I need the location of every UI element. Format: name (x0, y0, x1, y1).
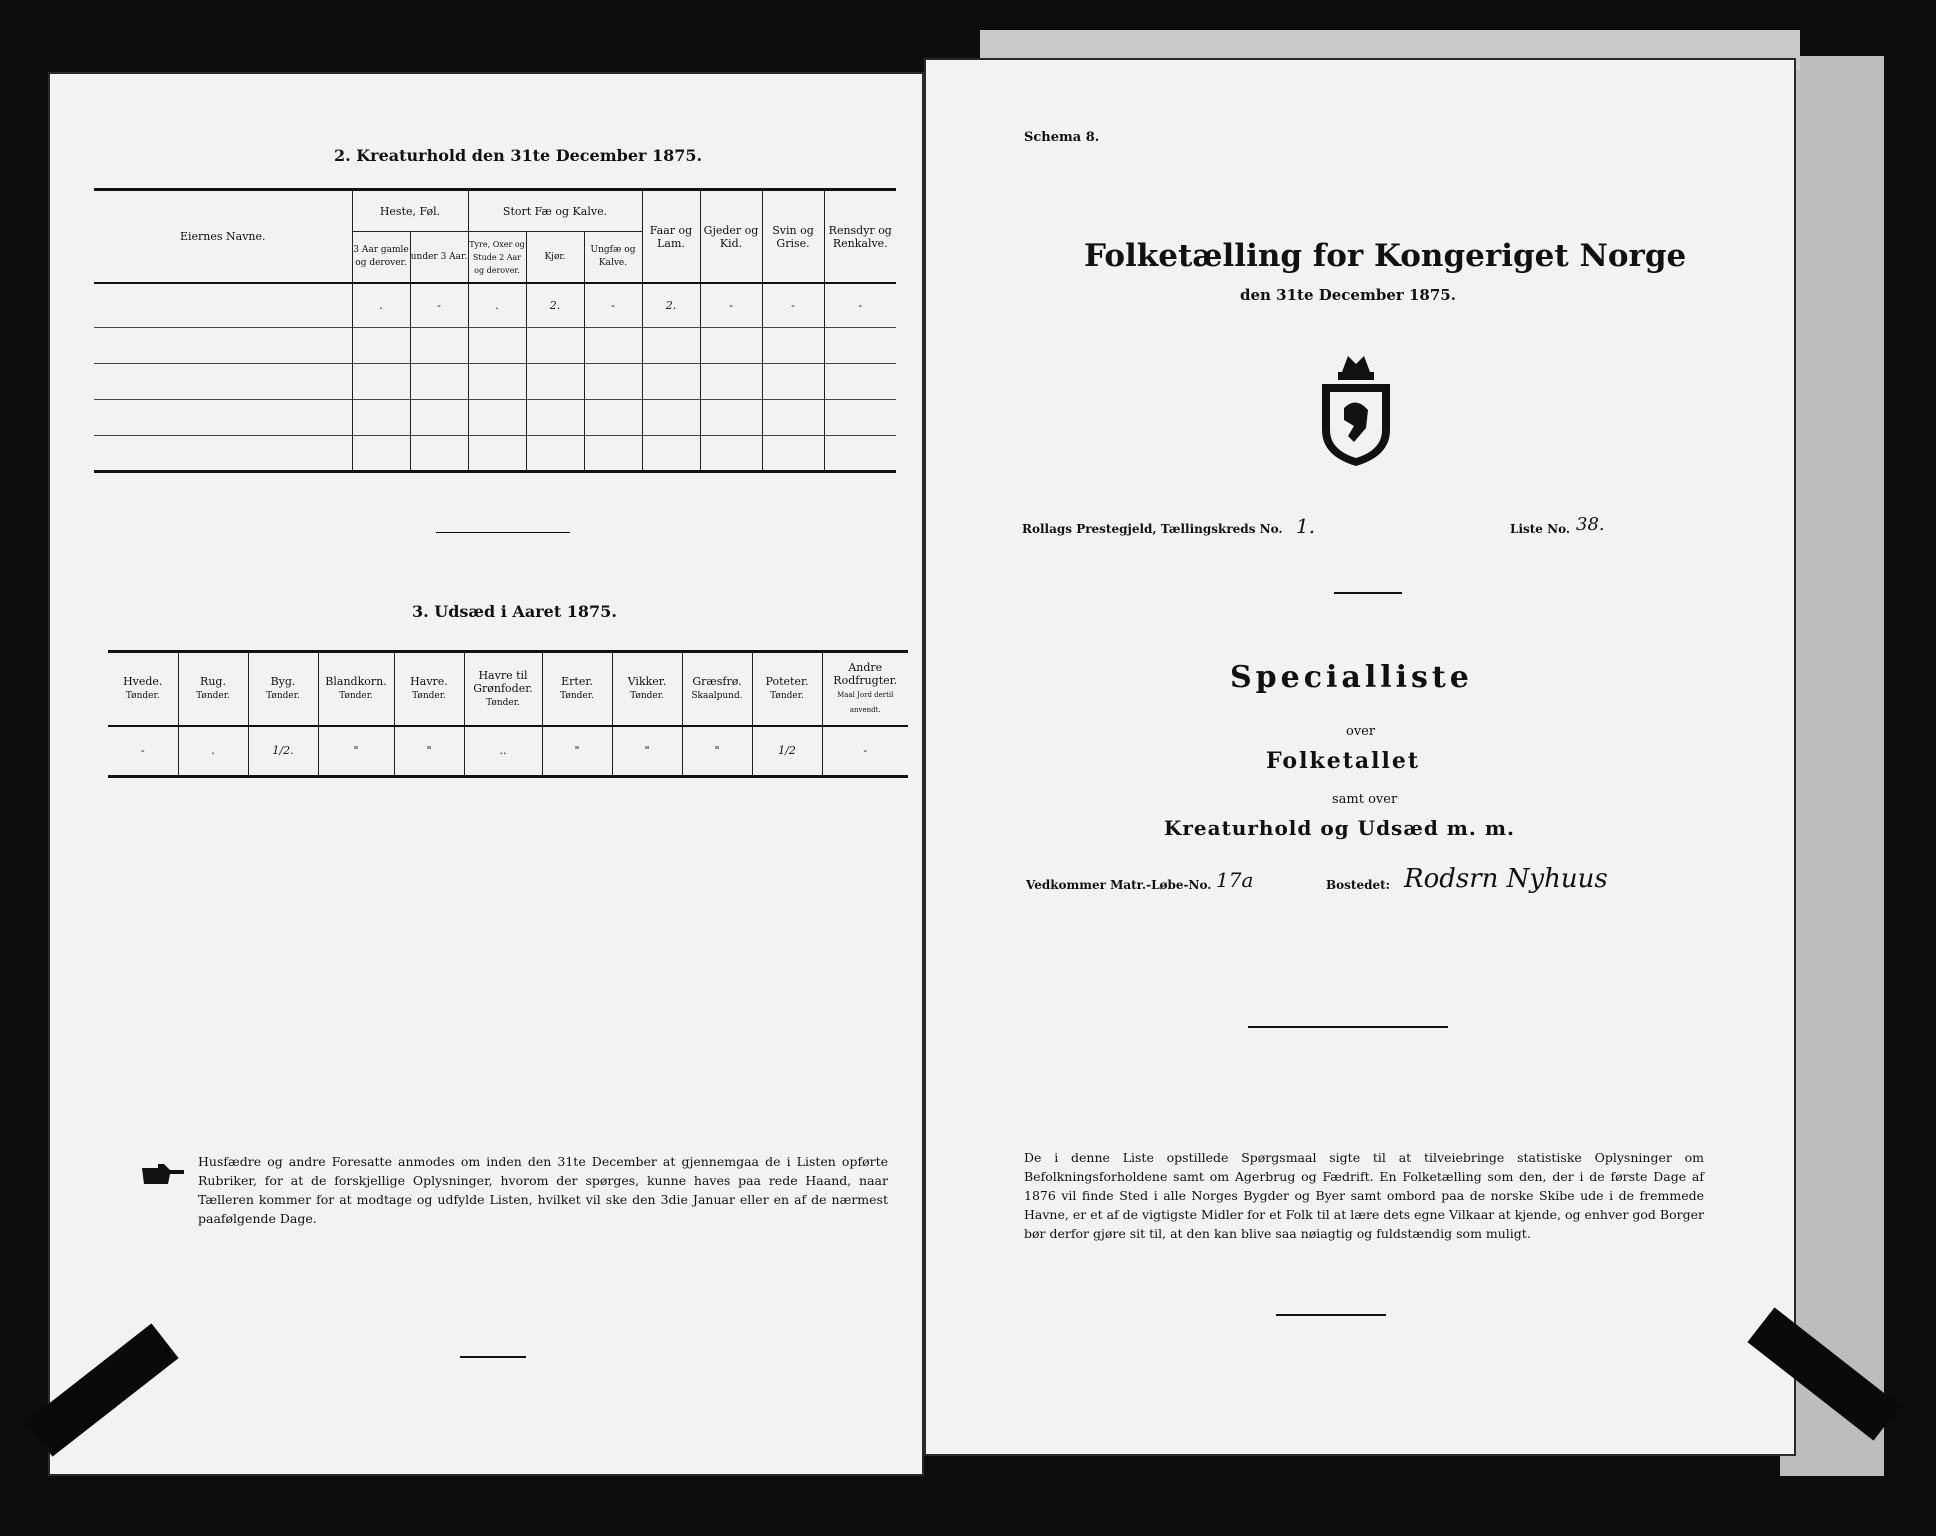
header-cattle: Stort Fæ og Kalve. (468, 190, 642, 232)
seed-cell: " (394, 726, 464, 776)
census-title: Folketælling for Kongeriget Norge (1084, 238, 1687, 274)
livestock-cell: - (410, 283, 468, 327)
header-cattle-bulls: Tyre, Oxer og Stude 2 Aar og derover. (468, 232, 526, 284)
left-page (48, 72, 924, 1476)
seed-cell: 1/2. (248, 726, 318, 776)
seed-header-potatoes: Poteter. Tønder. (752, 652, 822, 727)
section2-title: 2. Kreaturhold den 31te December 1875. (334, 146, 703, 165)
livestock-table (94, 188, 896, 473)
folketallet-heading: Folketallet (1266, 748, 1420, 774)
seed-header-peas: Erter. Tønder. (542, 652, 612, 727)
livestock-cell: - (762, 283, 824, 327)
norway-coat-of-arms-icon (1308, 350, 1404, 470)
seed-cell: " (682, 726, 752, 776)
seed-cell: " (542, 726, 612, 776)
seed-header-barley: Byg. Tønder. (248, 652, 318, 727)
header-horses: Heste, Føl. (352, 190, 468, 232)
header-pigs: Svin og Grise. (762, 190, 824, 284)
parish-value: 1. (1296, 514, 1316, 538)
right-page (924, 58, 1796, 1456)
parish-label: Rollags Prestegjeld, Tællingskreds No. (1022, 522, 1283, 536)
header-reindeer: Rensdyr og Renkalve. (824, 190, 896, 284)
divider (436, 532, 570, 533)
explanation-text: De i denne Liste opstillede Spørgsmaal sigte til at tilveiebringe statistiske Oplysninger om Befolkningsforholdene samt om Agerbrug og Fædrift. En Folketælling som den, der i de første Dage af 1876 vil finde Sted i alle Norges Bygder og Byer samt ombord paa de norske Skibe ude i de fremmede Havne, er et af de vigtigste Midler for et Folk til at lære dets egne Vilkaar at kjende, og enhver god Borger bør derfor gjøre sit til, at den kan blive saa nøiagtig og fuldstændig som muligt. (1024, 1150, 1704, 1241)
header-horses-old: 3 Aar gamle og derover. (352, 232, 410, 284)
livestock-cell: 2. (526, 283, 584, 327)
seed-cell: . (178, 726, 248, 776)
matr-value: 17a (1216, 868, 1254, 892)
header-goats: Gjeder og Kid. (700, 190, 762, 284)
seed-table (108, 650, 908, 778)
header-owner: Eiernes Navne. (94, 190, 352, 284)
seed-header-rye: Rug. Tønder. (178, 652, 248, 727)
seed-header-mixed: Blandkorn. Tønder. (318, 652, 394, 727)
bosted-value: Rodsrn Nyhuus (1404, 864, 1608, 894)
header-horses-young: under 3 Aar. (410, 232, 468, 284)
samt-over-label: samt over (1332, 792, 1398, 807)
seed-header-vetch: Vikker. Tønder. (612, 652, 682, 727)
pointing-hand-icon (140, 1162, 186, 1186)
seed-cell: " (318, 726, 394, 776)
livestock-cell: 2. (642, 283, 700, 327)
liste-label: Liste No. (1510, 522, 1571, 536)
section3-title: 3. Udsæd i Aaret 1875. (412, 602, 617, 621)
matr-label: Vedkommer Matr.-Løbe-No. (1026, 878, 1212, 892)
divider (1248, 1026, 1448, 1028)
livestock-cell: . (352, 283, 410, 327)
divider (1334, 592, 1402, 594)
seed-header-oats: Havre. Tønder. (394, 652, 464, 727)
livestock-cell (94, 283, 352, 327)
over-label: over (1346, 724, 1376, 739)
bosted-label: Bostedet: (1326, 878, 1391, 892)
divider (1276, 1314, 1386, 1316)
seed-header-wheat: Hvede. Tønder. (108, 652, 178, 727)
livestock-cell: . (468, 283, 526, 327)
schema-label: Schema 8. (1024, 130, 1100, 145)
header-sheep: Faar og Lam. (642, 190, 700, 284)
livestock-cell: - (824, 283, 896, 327)
header-cattle-young: Ungfæ og Kalve. (584, 232, 642, 284)
seed-cell: 1/2 (752, 726, 822, 776)
seed-cell: - (822, 726, 908, 776)
seed-header-roots: Andre Rodfrugter. Maal Jord dertil anvendt. (822, 652, 908, 727)
seed-cell: " (612, 726, 682, 776)
notice-text: Husfædre og andre Foresatte anmodes om inden den 31te December at gjennemgaa de i Listen opførte Rubriker, for at de forskjellige Oplysninger, hvorom der spørges, kunne haves paa rede Haand, naar Tælleren kommer for at modtage og udfylde Listen, hvilket vil ske den 3die Januar eller en af de nærmest paafølgende Dage. (198, 1154, 888, 1226)
seed-cell: - (108, 726, 178, 776)
liste-value: 38. (1576, 514, 1605, 535)
livestock-cell: - (584, 283, 642, 327)
seed-cell: .. (464, 726, 542, 776)
livestock-cell: - (700, 283, 762, 327)
specialliste-heading: Specialliste (1230, 660, 1473, 695)
header-cattle-cows: Kjør. (526, 232, 584, 284)
census-date: den 31te December 1875. (1240, 286, 1456, 304)
kreaturhold-heading: Kreaturhold og Udsæd m. m. (1164, 816, 1515, 840)
divider (460, 1356, 526, 1358)
seed-header-oats-fodder: Havre til Grønfoder. Tønder. (464, 652, 542, 727)
seed-header-grass: Græsfrø. Skaalpund. (682, 652, 752, 727)
